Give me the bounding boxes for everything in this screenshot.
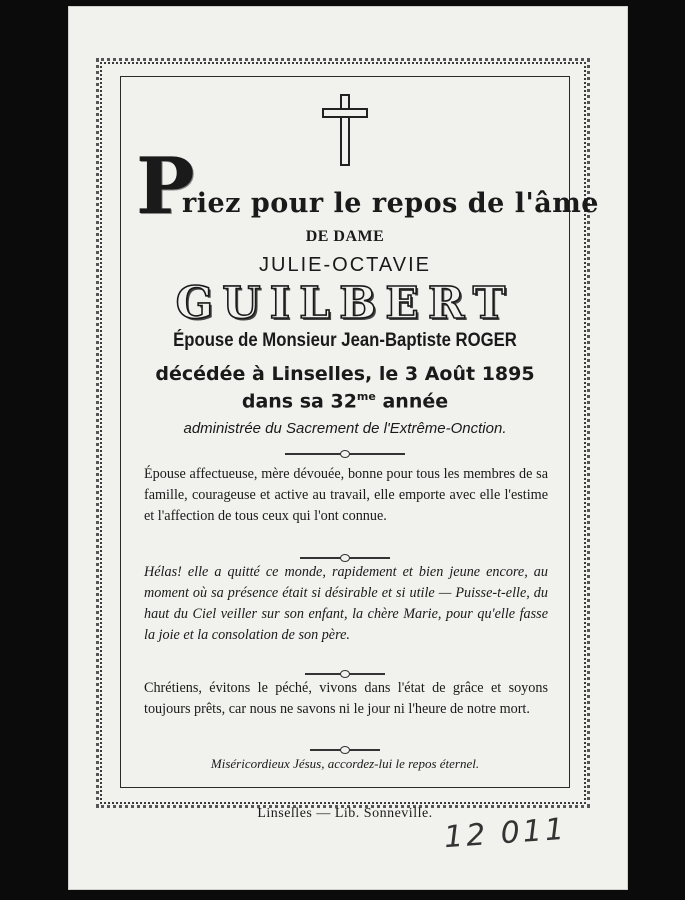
card-content [122, 78, 599, 786]
surname: GUILBERT [175, 278, 515, 329]
death-line: décédée à Linselles, le 3 Août 1895 [155, 363, 535, 385]
divider [310, 746, 380, 754]
paragraph-exhortation: Chrétiens, évitons le péché, vivons dans l'état de grâce et soyons toujours prêts, car nous ne savons ni le jour ni l'heure de notre mort. [144, 680, 548, 717]
paragraph-lament: Hélas! elle a quitté ce monde, rapidement et bien jeune encore, au moment où sa présence était si désirable et si utile — Puisse-t-elle, du haut du Ciel veiller sur son enfant, la chère Marie, pour qu'elle fasse la joie et la consolation de son père. [144, 564, 548, 643]
title-line: DE DAME [305, 228, 385, 245]
age-prefix: dans sa 32 [241, 390, 357, 413]
prayer-heading [136, 141, 599, 232]
paragraph-eulogy: Épouse affectueuse, mère dévouée, bonne pour tous les membres de sa famille, courageuse et active au travail, elle emporte avec elle l'estime et l'affection de tous ceux qui l'ont connue. [144, 466, 548, 524]
ornate-initial: P [136, 141, 195, 232]
ejaculation-prayer: Miséricordieux Jésus, accordez-lui le repos éternel. [210, 756, 480, 771]
sacrament-line: administrée du Sacrement de l'Extrême-Onction. [183, 420, 507, 437]
printer-imprint: Linselles — Lib. Sonneville. [257, 806, 433, 821]
spouse-line: Épouse de Monsieur Jean-Baptiste ROGER [173, 330, 517, 351]
divider [300, 554, 390, 562]
age-superscript: me [356, 390, 376, 403]
age-line [122, 390, 568, 412]
first-names: JULIE-OCTAVIE [259, 254, 431, 276]
prayer-text: riez pour le repos de l'âme [182, 188, 599, 219]
archive-number: 12 011 [442, 811, 569, 856]
divider [285, 450, 405, 458]
age-suffix: année [375, 390, 449, 413]
divider [305, 670, 385, 678]
